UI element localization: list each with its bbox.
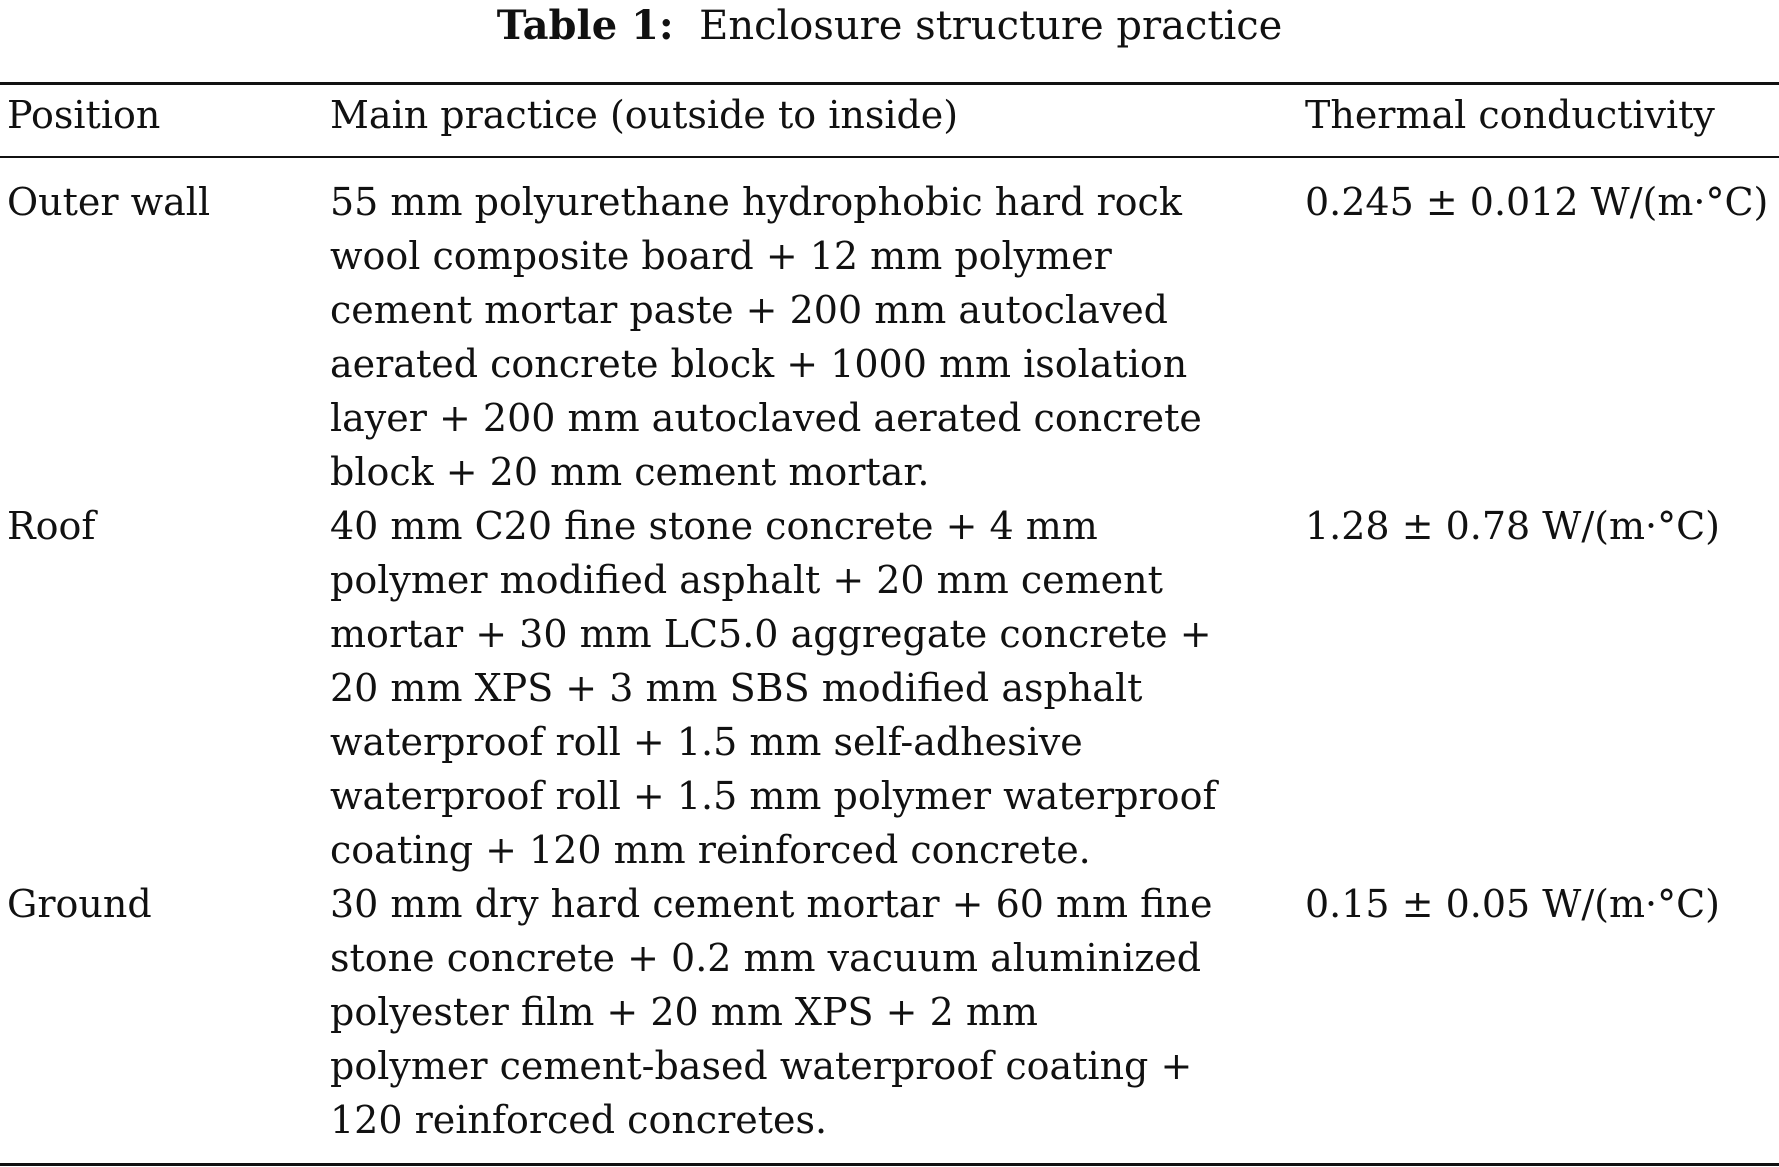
practice-line: polymer modified asphalt + 20 mm cement	[330, 558, 1163, 602]
practice-line: mortar + 30 mm LC5.0 aggregate concrete +	[330, 612, 1212, 656]
practice-line: 55 mm polyurethane hydrophobic hard rock	[330, 180, 1182, 224]
header-position: Position	[7, 93, 161, 137]
row-thermal-conductivity: 0.15 ± 0.05 W/(m·°C)	[1305, 882, 1720, 926]
practice-line: 120 reinforced concretes.	[330, 1098, 828, 1142]
table-caption-title: Enclosure structure practice	[699, 3, 1283, 49]
row-position: Ground	[7, 882, 152, 926]
header-main-practice: Main practice (outside to inside)	[330, 93, 959, 137]
practice-line: stone concrete + 0.2 mm vacuum aluminized	[330, 936, 1202, 980]
practice-line: 20 mm XPS + 3 mm SBS modified asphalt	[330, 666, 1143, 710]
table-top-rule	[0, 82, 1779, 85]
practice-line: polymer cement-based waterproof coating +	[330, 1044, 1193, 1088]
practice-line: waterproof roll + 1.5 mm self-adhesive	[330, 720, 1083, 764]
table-bottom-rule	[0, 1163, 1779, 1166]
practice-line: wool composite board + 12 mm polymer	[330, 234, 1112, 278]
practice-line: layer + 200 mm autoclaved aerated concrete	[330, 396, 1202, 440]
row-thermal-conductivity: 1.28 ± 0.78 W/(m·°C)	[1305, 504, 1720, 548]
practice-line: cement mortar paste + 200 mm autoclaved	[330, 288, 1169, 332]
practice-line: 40 mm C20 fine stone concrete + 4 mm	[330, 504, 1098, 548]
row-position: Outer wall	[7, 180, 211, 224]
row-thermal-conductivity: 0.245 ± 0.012 W/(m·°C)	[1305, 180, 1769, 224]
practice-line: 30 mm dry hard cement mortar + 60 mm fine	[330, 882, 1213, 926]
row-main-practice	[330, 499, 1217, 877]
row-main-practice	[330, 175, 1202, 499]
table-caption	[0, 2, 1779, 50]
row-main-practice	[330, 877, 1212, 1147]
row-position: Roof	[7, 504, 96, 548]
practice-line: coating + 120 mm reinforced concrete.	[330, 828, 1091, 872]
table-caption-label: Table 1:	[496, 2, 674, 49]
practice-line: block + 20 mm cement mortar.	[330, 450, 930, 494]
header-thermal-conductivity: Thermal conductivity	[1305, 93, 1715, 137]
practice-line: waterproof roll + 1.5 mm polymer waterproof	[330, 774, 1217, 818]
practice-line: polyester film + 20 mm XPS + 2 mm	[330, 990, 1038, 1034]
practice-line: aerated concrete block + 1000 mm isolation	[330, 342, 1188, 386]
table-header-rule	[0, 156, 1779, 158]
